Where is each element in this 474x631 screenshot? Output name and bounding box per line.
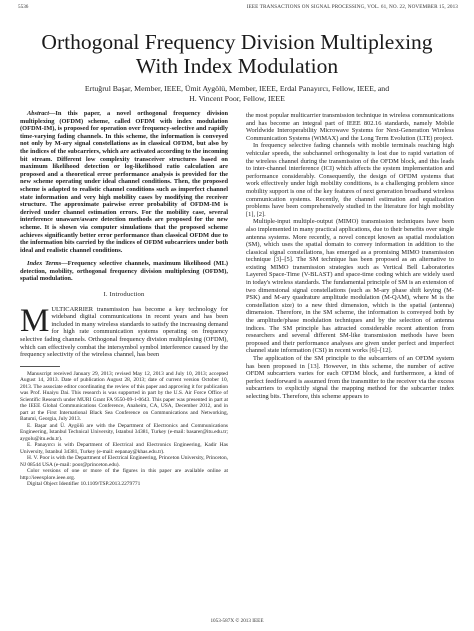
section-heading: I. Introduction xyxy=(103,291,145,299)
title-line-1: Orthogonal Frequency Division Multiplexing xyxy=(41,30,433,54)
left-column xyxy=(20,110,228,610)
body-paragraph: the most popular multicarrier transmission technique in wireless communications and has become an integral part of IEEE 802.16 standards, namely Mobile Worldwide Interoperability Microwave Systems for Next-Generation Wireless Communication Systems (WiMAX) and the Long Term Evolution (LTE) project. xyxy=(246,112,454,142)
page-number: 5536 xyxy=(18,4,29,10)
index-terms xyxy=(20,260,228,283)
author-list xyxy=(20,84,454,103)
drop-cap: M xyxy=(20,302,50,339)
footnote-color-versions: Color versions of one or more of the figures in this paper are available online at http://ieeexplore.ieee.org. xyxy=(20,468,228,481)
footnote-manuscript: Manuscript received January 29, 2013; revised May 12, 2013 and July 10, 2013; accepted August 14, 2013. Date of publication August 28, 2013; date of current version October 10, 2013. The associate editor coordinating the review of this paper and approving it for publication was Prof. Huaiyu Dai. This research is was supported in part by the U.S. Air Force Office of Scientific Research under MURI Grant FA 9550-09-1-0643. This paper was presented in part at the IEEE Global Communications Conference, Anaheim, CA, USA, December 2012, and in part at the First International Black Sea Conference on Communications and Networking, Batumi, Georgia, July 2013. xyxy=(20,370,228,423)
authors-line-2: H. Vincent Poor, Fellow, IEEE xyxy=(189,93,285,103)
footnote-affiliation-itu: E. Başar and Ü. Aygölü are with the Department of Electronics and Communications Engineering, Istanbul Technical University, Istanbul 34381, Turkey (e-mail: basarer@itu.edu.tr; aygolu@itu.edu.tr). xyxy=(20,422,228,442)
journal-header: IEEE TRANSACTIONS ON SIGNAL PROCESSING, VOL. 61, NO. 22, NOVEMBER 15, 2013 xyxy=(246,4,458,10)
footnote-doi: Digital Object Identifier 10.1109/TSP.2013.2279771 xyxy=(27,481,141,488)
body-paragraph: Multiple-input multiple-output (MIMO) transmission techniques have been also implemented in many practical applications, due to their benefits over single antenna systems. More recently, a novel concept known as spatial modulation (SM), which uses the spatial domain to convey information in addition to the classical signal constellations, has emerged as a promising MIMO transmission technique [3]–[5]. The SM technique has been proposed as an alternative to existing MIMO transmission strategies such as Vertical Bell Laboratories Layered Space-Time (V-BLAST) and space-time coding which are widely used in today's wireless standards. The fundamental principle of SM is an extension of two dimensional signal constellations (such as M-ary phase shift keying (M-PSK) and M-ary quadrature amplitude modulation (M-QAM), where M is the constellation size) to a new third dimension, which is the spatial (antenna) dimension. Therefore, in the SM scheme, the information is conveyed both by the amplitude/phase modulation techniques and by the selection of antenna indices. The SM principle has attracted considerable recent attention from researchers and several different SM-like transmission methods have been proposed and their performance analyses are given under perfect and imperfect channel state information (CSI) in recent works [6]–[12]. xyxy=(246,218,454,355)
intro-text: ULTICARRIER transmission has become a key technology for wideband digital communications in recent years and has been included in many wireless standards to satisfy the increasing demand for high rate communication systems operating on frequency selective fading channels. Orthogonal frequency division multiplexing (OFDM), which can effectively combat the intersymbol symbol interference caused by the frequency selectivity of the wireless channel, has been xyxy=(20,305,228,359)
body-paragraph: The application of the SM principle to the subcarriers of an OFDM system has been proposed in [13]. However, in this scheme, the number of active OFDM subcarriers varies for each OFDM block, and furthermore, a kind of perfect feedforward is assumed from the transmitter to the receiver via the excess subcarriers to explicitly signal the mapping method for the subcarrier index selecting bits. Therefore, this scheme appears to xyxy=(246,355,454,400)
body-paragraph: In frequency selective fading channels with mobile terminals reaching high vehicular speeds, the subchannel orthogonality is lost due to rapid variation of the wireless channel during the transmission of the OFDM block, and this leads to inter-channel interference (ICI) which affects the system implementation and performance considerably. Consequently, the design of OFDM systems that work effectively under high mobility conditions, is a challenging problem since mobility support is one of the key features of next generation broadband wireless communication systems. Recently, the channel estimation and equalization problems have been comprehensively studied in the literature for high mobility [1], [2]. xyxy=(246,142,454,218)
paper-title xyxy=(0,30,474,78)
title-line-2: With Index Modulation xyxy=(135,54,339,78)
index-terms-text: —Frequency selective channels, maximum likelihood (ML) detection, mobility, orthogonal frequency division multiplexing (OFDM), spatial modulation. xyxy=(20,260,228,283)
footnote-affiliation-khas: E. Panayırcı is with Department of Electrical and Electronics Engineering, Kadir Has University, Istanbul 34381, Turkey (e-mail: eepanay@khas.edu.tr). xyxy=(20,442,228,455)
abstract xyxy=(20,110,228,254)
abstract-label: Abstract xyxy=(27,110,50,117)
running-header xyxy=(18,4,458,13)
right-column xyxy=(246,112,454,612)
abstract-text: —In this paper, a novel orthogonal frequency division multiplexing (OFDM) scheme, called OFDM with index modulation (OFDM-IM), is proposed for operation over frequency-selective and rapidly time-varying fading channels. In this scheme, the information is conveyed not only by M-ary signal constellations as in classical OFDM, but also by the indices of the subcarriers, which are activated according to the incoming bit stream. Different low complexity transceiver structures based on maximum likelihood detection or log-likelihood ratio calculation are proposed and a theoretical error performance analysis is provided for the new scheme operating under ideal channel conditions. Then, the proposed scheme is adapted to realistic channel conditions such as imperfect channel state information and very high mobility cases by modifying the receiver structure. The approximate pairwise error probability of OFDM-IM is derived under channel estimation errors. For the mobility case, several interference unaware/aware detection methods are proposed for the new scheme. It is shown via computer simulations that the proposed scheme achieves significantly better error performance than classical OFDM due to the information bits carried by the indices of OFDM subcarriers under both ideal and realistic channel conditions. xyxy=(20,110,228,254)
authors-line-1: Ertuğrul Başar, Member, IEEE, Ümit Aygölü, Member, IEEE, Erdal Panayırcı, Fellow, IEEE, and xyxy=(84,84,390,93)
intro-paragraph xyxy=(20,302,228,359)
page-footer: 1053-587X © 2013 IEEE xyxy=(210,618,264,624)
footnote-rule xyxy=(20,366,60,367)
footnote-affiliation-princeton: H. V. Poor is with the Department of Electrical Engineering, Princeton University, Princeton, NJ 08544 USA (e-mail: poor@princeton.edu). xyxy=(20,455,228,468)
index-terms-label: Index Terms xyxy=(27,260,62,268)
